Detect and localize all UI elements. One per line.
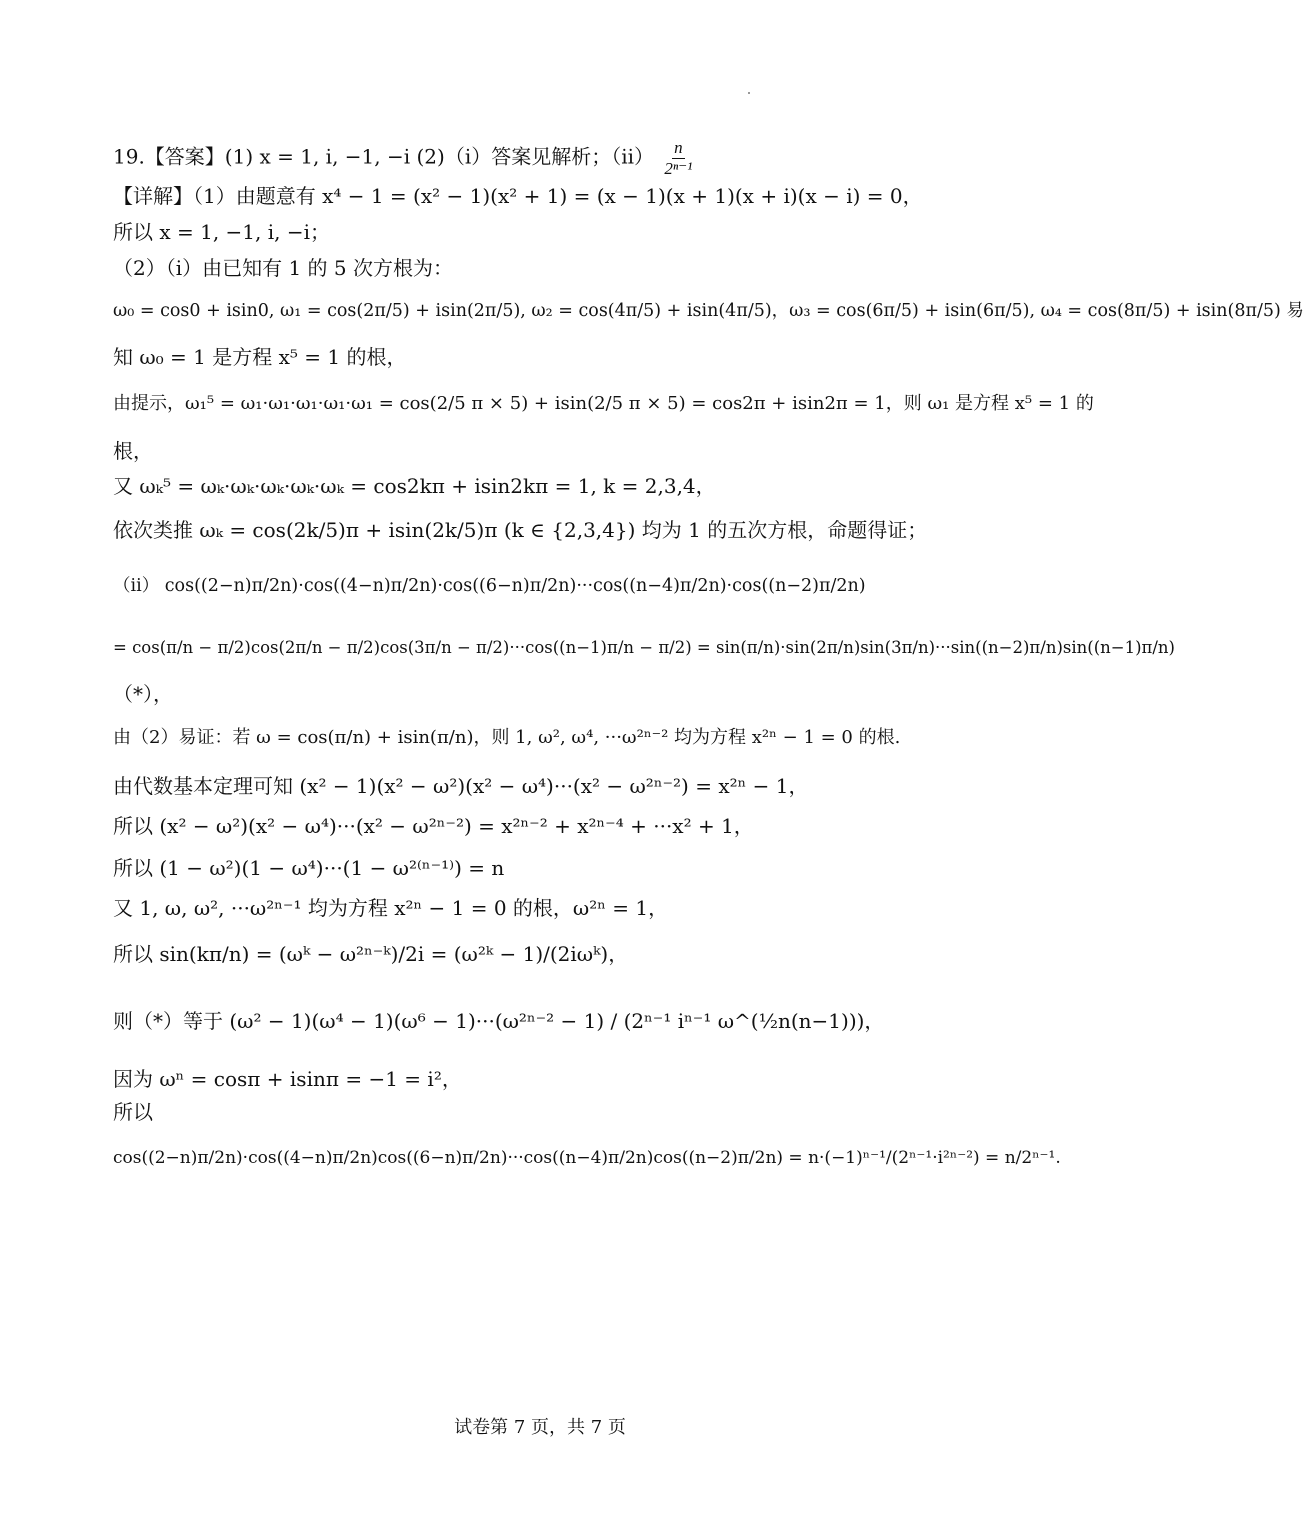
detail-line-11: = cos(π/n − π/2)cos(2π/n − π/2)cos(3π/n − π/2)···cos((n−1)π/n − π/2) = sin(π/n)·sin(2π/n)sin(3π/n)···sin((n−2)π/n)sin((n−1)π/n) — [113, 638, 1175, 657]
answer-line — [113, 138, 696, 178]
detail-line-22: cos((2−n)π/2n)·cos((4−n)π/2n)cos((6−n)π/2n)···cos((n−4)π/2n)cos((n−2)π/2n) = n·(−1)ⁿ⁻¹/(2ⁿ⁻¹·i²ⁿ⁻²) = n/2ⁿ⁻¹. — [113, 1148, 1061, 1168]
detail-line-5: 知 ω₀ = 1 是方程 x⁵ = 1 的根， — [113, 345, 407, 369]
detail-line-19: 则（*）等于 (ω² − 1)(ω⁴ − 1)(ω⁶ − 1)···(ω²ⁿ⁻² − 1) / (2ⁿ⁻¹ iⁿ⁻¹ ω^(½n(n−1)))， — [113, 1009, 885, 1033]
detail-line-16: 所以 (1 − ω²)(1 − ω⁴)···(1 − ω²⁽ⁿ⁻¹⁾) = n — [113, 856, 505, 880]
answer-fraction — [662, 138, 694, 178]
detail-line-3: （2）（i）由已知有 1 的 5 次方根为： — [113, 256, 453, 280]
detail-line-8: 又 ωₖ⁵ = ωₖ·ωₖ·ωₖ·ωₖ·ωₖ = cos2kπ + isin2kπ = 1, k = 2,3,4， — [113, 474, 716, 498]
detail-line-20: 因为 ωⁿ = cosπ + isinπ = −1 = i²， — [113, 1067, 462, 1091]
scan-speck — [748, 92, 750, 94]
answer-fraction-denominator: 2ⁿ⁻¹ — [664, 158, 693, 178]
detail-line-17: 又 1, ω, ω², ···ω²ⁿ⁻¹ 均为方程 x²ⁿ − 1 = 0 的根，ω²ⁿ = 1， — [113, 896, 669, 920]
answer-text: 19.【答案】(1) x = 1, i, −1, −i (2)（i）答案见解析；（ii） — [113, 144, 655, 169]
detail-line-1: 【详解】（1）由题意有 x⁴ − 1 = (x² − 1)(x² + 1) = (x − 1)(x + 1)(x + i)(x − i) = 0， — [113, 184, 923, 208]
detail-line-13: 由（2）易证：若 ω = cos(π/n) + isin(π/n)，则 1, ω², ω⁴, ···ω²ⁿ⁻² 均为方程 x²ⁿ − 1 = 0 的根. — [113, 727, 901, 748]
answer-fraction-numerator: n — [674, 138, 683, 157]
detail-line-2: 所以 x = 1, −1, i, −i； — [113, 220, 331, 244]
detail-line-15: 所以 (x² − ω²)(x² − ω⁴)···(x² − ω²ⁿ⁻²) = x²ⁿ⁻² + x²ⁿ⁻⁴ + ···x² + 1， — [113, 814, 754, 838]
detail-line-10: （ii） cos((2−n)π/2n)·cos((4−n)π/2n)·cos((6−n)π/2n)···cos((n−4)π/2n)·cos((n−2)π/2n) — [113, 576, 866, 596]
detail-line-7: 根， — [113, 439, 153, 463]
detail-line-18: 所以 sin(kπ/n) = (ωᵏ − ω²ⁿ⁻ᵏ)/2i = (ω²ᵏ − 1)/(2iωᵏ)， — [113, 942, 629, 966]
detail-line-6: 由提示，ω₁⁵ = ω₁·ω₁·ω₁·ω₁·ω₁ = cos(2/5 π × 5) + isin(2/5 π × 5) = cos2π + isin2π = 1，则 ω₁ 是方程 x⁵ = 1 的 — [113, 393, 1094, 414]
detail-line-21: 所以 — [113, 1100, 153, 1124]
page-footer: 试卷第 7 页，共 7 页 — [454, 1417, 626, 1438]
detail-line-4: ω₀ = cos0 + isin0, ω₁ = cos(2π/5) + isin(2π/5), ω₂ = cos(4π/5) + isin(4π/5)，ω₃ = cos(6π/5) + isin(6π/5), ω₄ = cos(8π/5) + isin(8π/5) 易 — [113, 301, 1304, 321]
detail-line-14: 由代数基本定理可知 (x² − 1)(x² − ω²)(x² − ω⁴)···(x² − ω²ⁿ⁻²) = x²ⁿ − 1， — [113, 774, 809, 798]
detail-line-12: （*）， — [113, 682, 173, 706]
detail-line-9: 依次类推 ωₖ = cos(2k/5)π + isin(2k/5)π (k ∈ {2,3,4}) 均为 1 的五次方根，命题得证； — [113, 518, 928, 542]
